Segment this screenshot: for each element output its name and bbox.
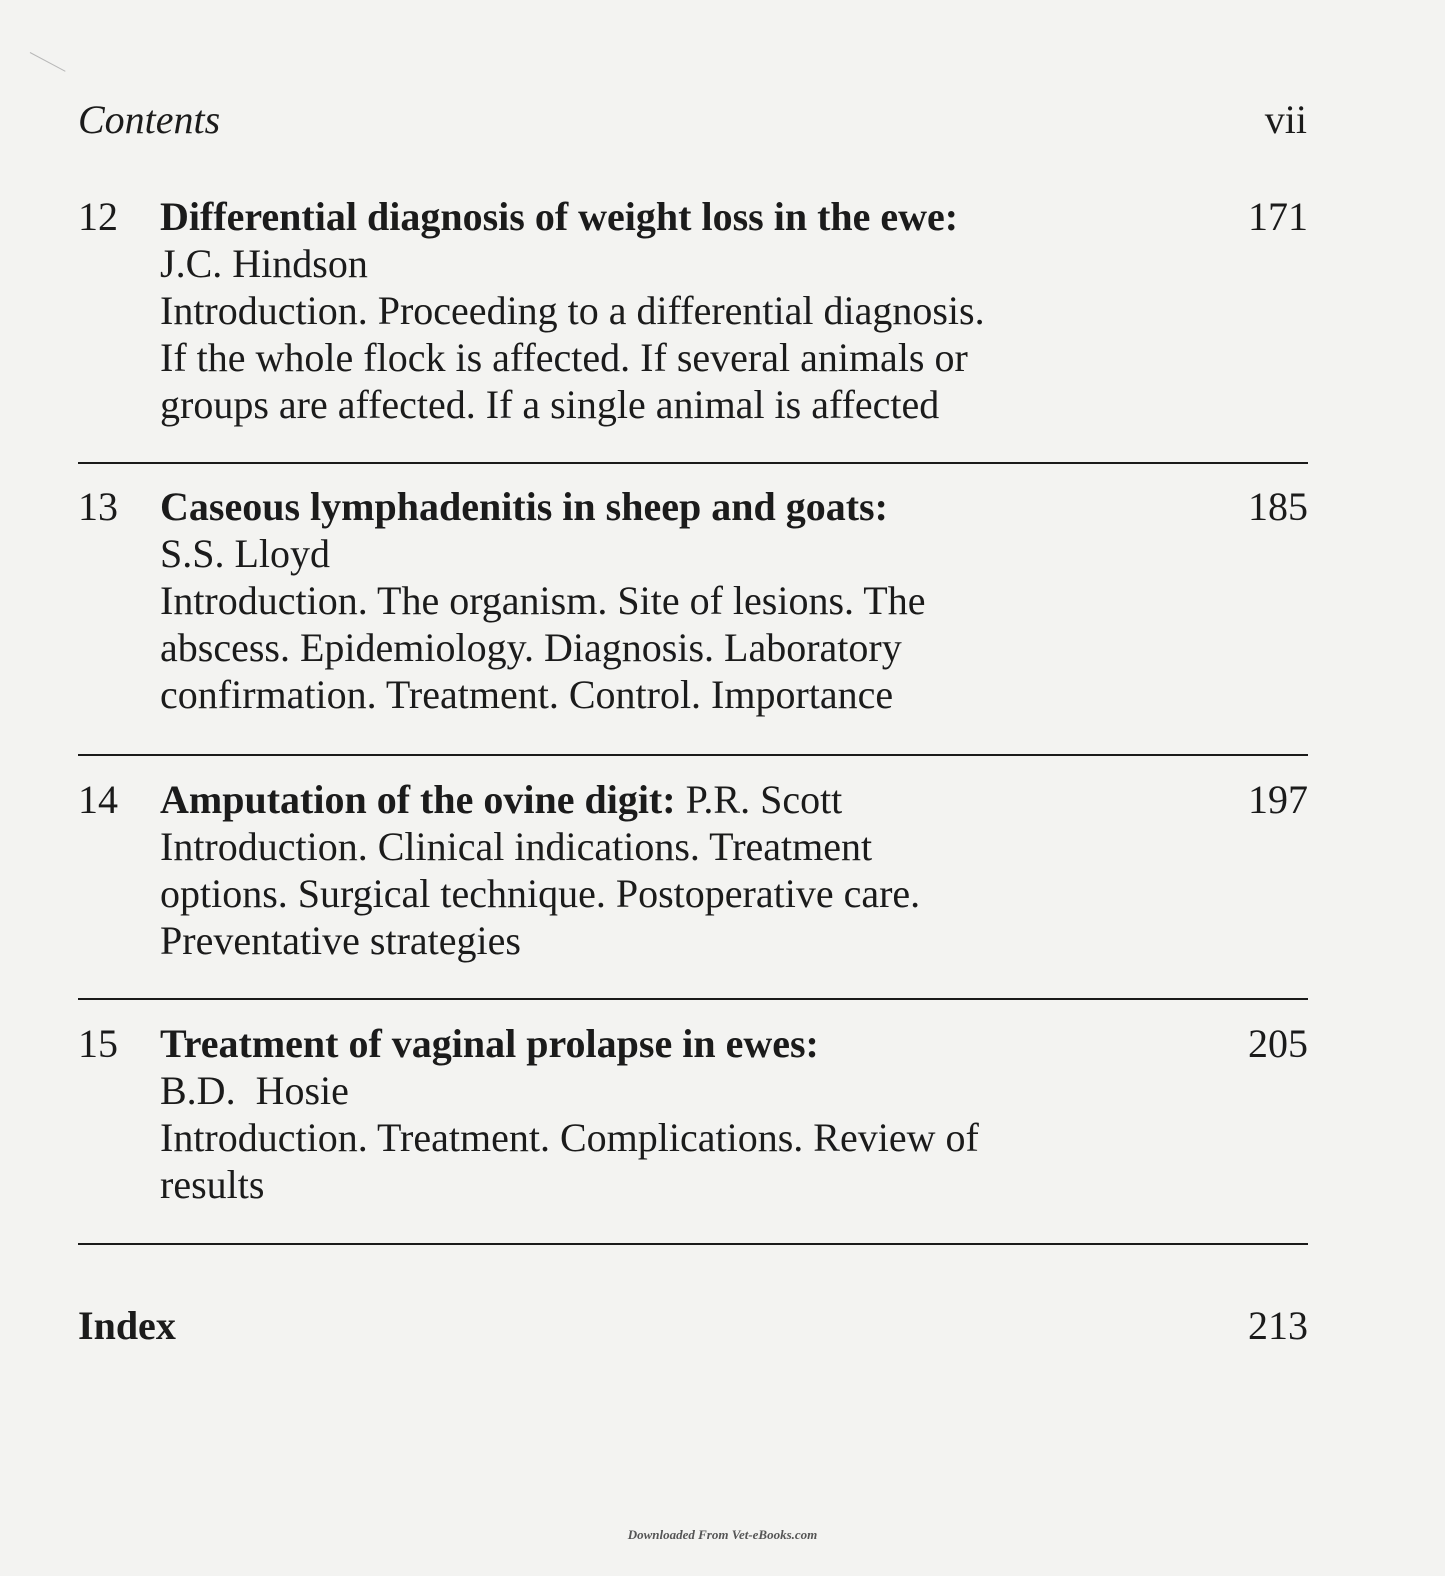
toc-entry-15[interactable] [78,1020,1308,1220]
chapter-page-number: 197 [1248,777,1308,822]
chapter-page-number: 171 [1248,194,1308,239]
chapter-page-number: 185 [1248,484,1308,529]
index-page-number: 213 [1248,1303,1308,1348]
chapter-summary-line: Introduction. The organism. Site of lesions. The [160,578,926,623]
page-folio: vii [1264,97,1307,142]
chapter-number: 12 [78,194,118,239]
chapter-summary-line: Introduction. Proceeding to a differential diagnosis. [160,288,985,333]
chapter-title: Differential diagnosis of weight loss in the ewe: [160,194,959,239]
chapter-summary-line: Preventative strategies [160,918,521,963]
chapter-number: 14 [78,777,118,822]
chapter-summary-line: If the whole flock is affected. If several animals or [160,335,968,380]
section-divider [78,1243,1308,1245]
chapter-page-number: 205 [1248,1021,1308,1066]
toc-entry-14[interactable] [78,776,1308,976]
index-label: Index [78,1303,176,1348]
chapter-author: P.R. Scott [685,777,843,822]
chapter-body [160,193,1180,428]
chapter-summary-line: confirmation. Treatment. Control. Importance [160,672,894,717]
toc-entry-index[interactable] [78,1302,1308,1352]
running-header-title: Contents [78,97,221,142]
chapter-summary-line: groups are affected. If a single animal is affected [160,382,940,427]
page-corner-mark [30,52,66,72]
chapter-number: 15 [78,1021,118,1066]
chapter-summary-line: results [160,1162,265,1207]
chapter-heading-line [160,776,1180,823]
chapter-title: Treatment of vaginal prolapse in ewes: [160,1021,819,1066]
toc-entry-13[interactable] [78,483,1308,723]
chapter-summary-line: Introduction. Treatment. Complications. Review of [160,1115,979,1160]
running-header [78,96,1307,156]
chapter-author: J.C. Hindson [160,241,368,286]
chapter-body [160,776,1180,964]
section-divider [78,754,1308,756]
chapter-body [160,483,1180,718]
section-divider [78,998,1308,1000]
chapter-title: Amputation of the ovine digit: [160,777,676,822]
chapter-author: B.D. Hosie [160,1068,349,1113]
chapter-number: 13 [78,484,118,529]
chapter-author: S.S. Lloyd [160,531,331,576]
chapter-body [160,1020,1180,1208]
chapter-summary-line: abscess. Epidemiology. Diagnosis. Laboratory [160,625,902,670]
toc-entry-12[interactable] [78,193,1308,433]
chapter-summary-line: options. Surgical technique. Postoperative care. [160,871,921,916]
section-divider [78,462,1308,464]
chapter-summary-line: Introduction. Clinical indications. Treatment [160,824,873,869]
download-credit: Downloaded From Vet-eBooks.com [627,1527,818,1542]
chapter-title: Caseous lymphadenitis in sheep and goats: [160,484,888,529]
